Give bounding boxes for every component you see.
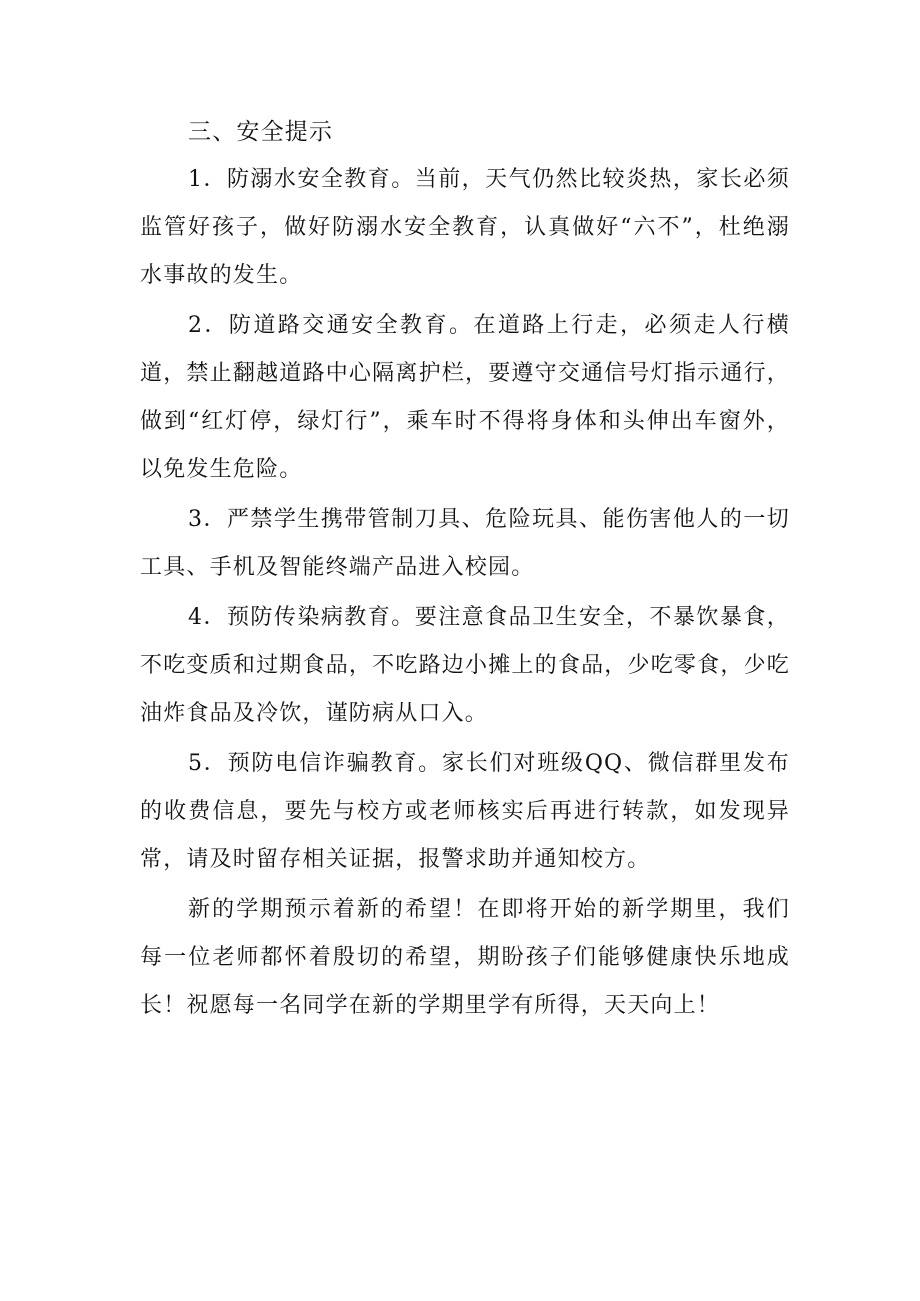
paragraph-item-2: 2．防道路交通安全教育。在道路上行走，必须走人行横道，禁止翻越道路中心隔离护栏，要遵守交通信号灯指示通行，做到“红灯停，绿灯行”，乘车时不得将身体和头伸出车窗外，以免发生危险。 [140, 313, 790, 482]
paragraph-item-1: 1．防溺水安全教育。当前，天气仍然比较炎热，家长必须监管好孩子，做好防溺水安全教育，认真做好“六不”，杜绝溺水事故的发生。 [140, 167, 790, 288]
document-page [140, 108, 790, 1030]
section-heading: 三、安全提示 [188, 119, 334, 145]
paragraph-item-3: 3．严禁学生携带管制刀具、危险玩具、能伤害他人的一切工具、手机及智能终端产品进入校园。 [140, 507, 790, 580]
closing-paragraph: 新的学期预示着新的希望！在即将开始的新学期里，我们每一位老师都怀着殷切的希望，期盼孩子们能够健康快乐地成长！祝愿每一名同学在新的学期里学有所得，天天向上！ [140, 897, 790, 1018]
paragraph-item-4: 4．预防传染病教育。要注意食品卫生安全，不暴饮暴食，不吃变质和过期食品，不吃路边小摊上的食品，少吃零食，少吃油炸食品及冷饮，谨防病从口入。 [140, 605, 790, 726]
paragraph-item-5: 5．预防电信诈骗教育。家长们对班级QQ、微信群里发布的收费信息，要先与校方或老师核实后再进行转款，如发现异常，请及时留存相关证据，报警求助并通知校方。 [140, 751, 790, 872]
